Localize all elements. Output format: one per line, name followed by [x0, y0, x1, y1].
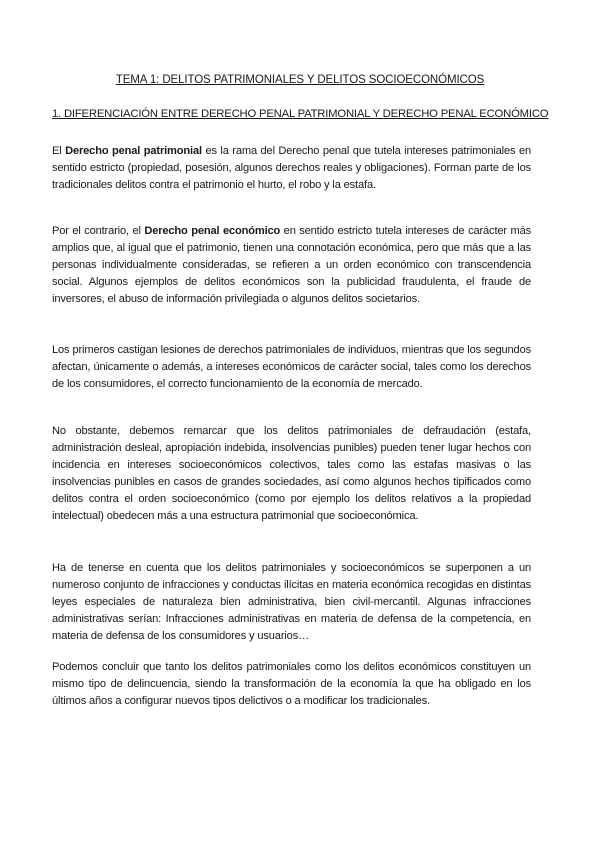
bold-term: Derecho penal patrimonial	[65, 145, 202, 157]
document-title: TEMA 1: DELITOS PATRIMONIALES Y DELITOS SOCIOECONÓMICOS	[115, 74, 485, 86]
paragraph-text: es la rama del Derecho penal que tutela intereses patrimoniales en sentido estricto (propiedad, posesión, algunos derechos reales y obligaciones). Forman parte de los tradicionales delitos contra el patrimonio el hurto, el robo y la estafa.	[52, 145, 532, 191]
paragraph-patrimonial	[52, 143, 531, 194]
paragraph-infractions: Ha de tenerse en cuenta que los delitos patrimoniales y socioeconómicos se superponen a un numeroso conjunto de infracciones y conductas ilícitas en materia económica recogidas en distintas leyes especiales de naturaleza bien administrativa, bien civil-mercantil. Algunas infracciones administrativas serían: Infracciones administrativas en materia de defensa de la competencia, en materia de defensa de los consumidores y usuarios…	[52, 562, 531, 642]
bold-term: Derecho penal económico	[144, 225, 281, 237]
section-heading: 1. DIFERENCIACIÓN ENTRE DERECHO PENAL PATRIMONIAL Y DERECHO PENAL ECONÓMICO	[52, 108, 549, 120]
paragraph-text: en sentido estricto tutela intereses de carácter más amplios que, al igual que el patrimonio, tienen una connotación económica, pero que más que a las personas individualmente consideradas, se refieren a un orden económico con transcendencia social. Algunos ejemplos de delitos económicos son la publicidad fraudulenta, el fraude de inversores, el abuso de información privilegiada o algunos delitos societarios.	[52, 225, 531, 305]
paragraph-remark: No obstante, debemos remarcar que los delitos patrimoniales de defraudación (estafa, administración desleal, apropiación indebida, insolvencias punibles) pueden tener lugar hechos con incidencia en intereses socioeconómicos colectivos, tales como las estafas masivas o las insolvencias punibles en casos de grandes sociedades, así como algunos hechos tipificados como delitos contra el orden socioeconómico (como por ejemplo los delitos relativos a la propiedad intelectual) obedecen más a una estructura patrimonial que socioeconómica.	[52, 425, 531, 522]
paragraph-text: El	[52, 145, 66, 157]
paragraph-conclusion: Podemos concluir que tanto los delitos patrimoniales como los delitos económicos constituyen un mismo tipo de delincuencia, siendo la transformación de la economía la que ha obligado en los últimos años a configurar nuevos tipos delictivos o a modificar los tradicionales.	[52, 661, 531, 707]
paragraph-comparison: Los primeros castigan lesiones de derechos patrimoniales de individuos, mientras que los segundos afectan, únicamente o además, a intereses económicos de carácter social, tales como los derechos de los consumidores, el correcto funcionamiento de la economía de mercado.	[52, 344, 531, 390]
paragraph-economico	[52, 223, 531, 308]
paragraph-text: Por el contrario, el	[52, 225, 145, 237]
